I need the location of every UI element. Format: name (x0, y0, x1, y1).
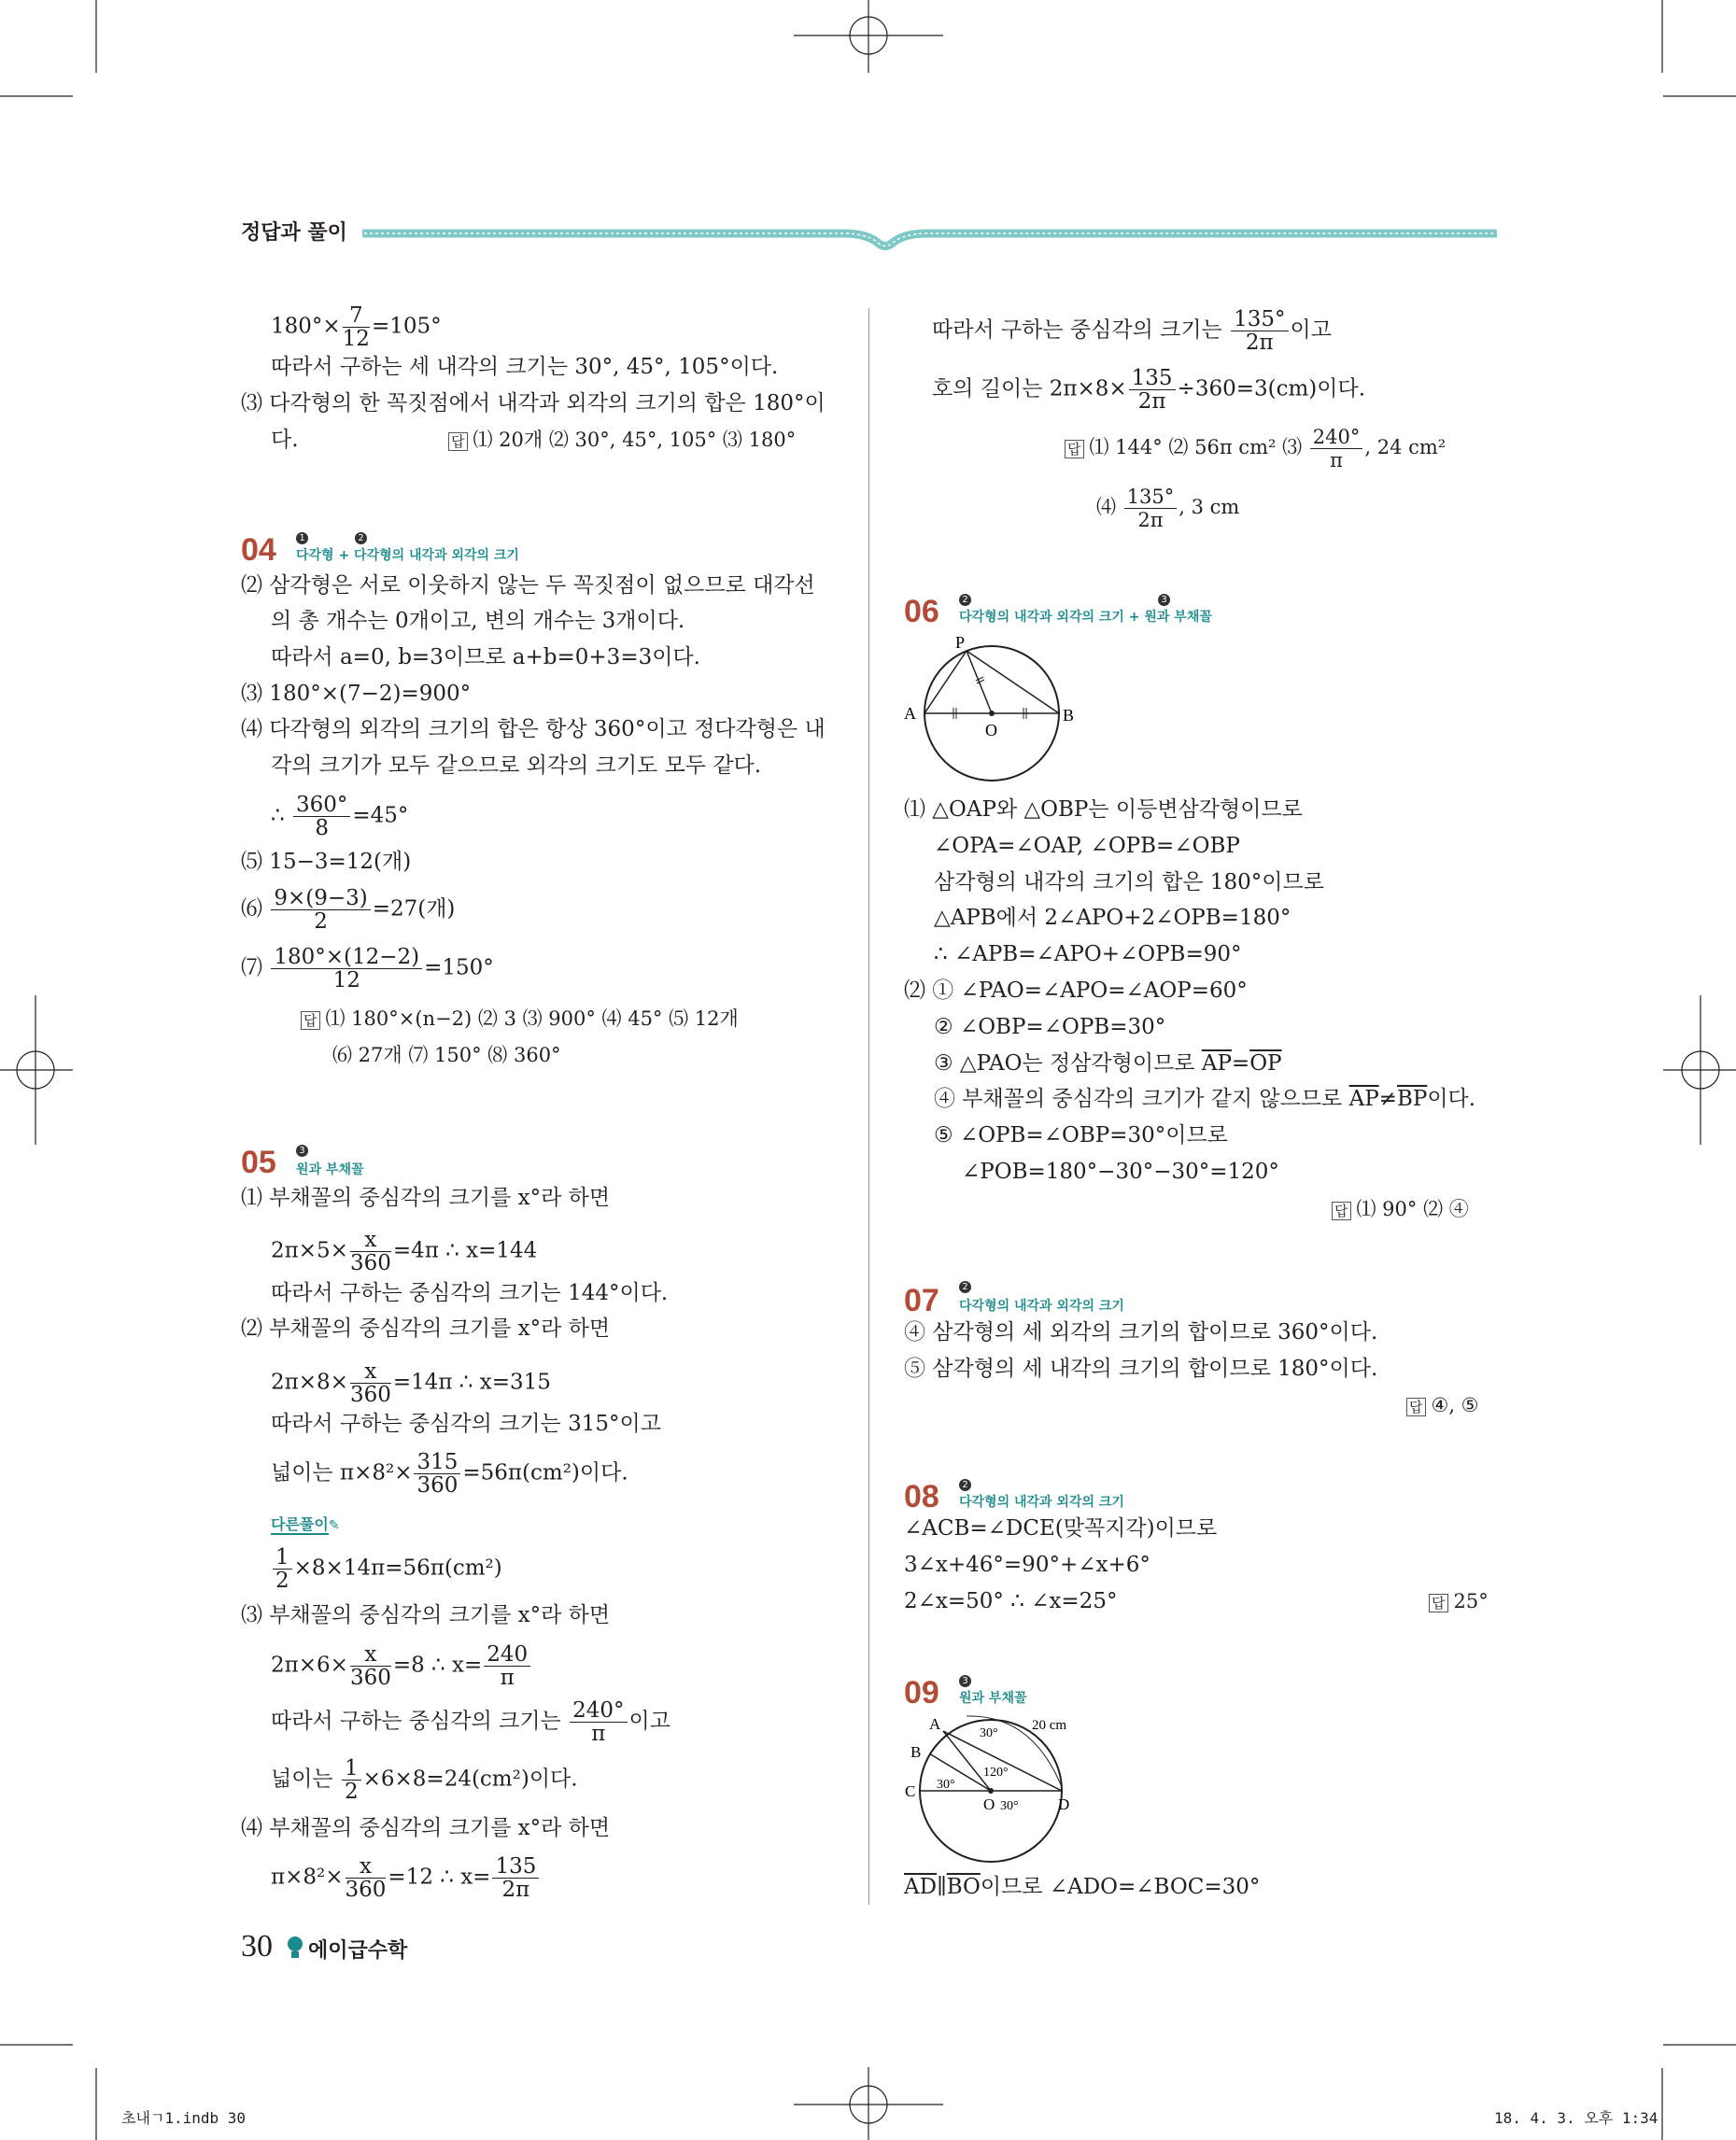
text-line: ⑤ ∠OPB=∠OBP=30°이므로 (934, 1123, 1228, 1147)
pencil-icon: ✎ (328, 1518, 340, 1533)
page-header-title: 정답과 풀이 (241, 221, 347, 245)
text-line: ⑸ 15−3=12(개) (241, 850, 412, 874)
text-line: 따라서 구하는 중심각의 크기는 315°이고 (271, 1412, 661, 1436)
question-number: 09 (904, 1675, 939, 1711)
text-line: ③ △PAO는 정삼각형이므로 $\overline{AP}=\overline{OP}$ (934, 1051, 1282, 1076)
formula-line: 호의 길이는 2π×8× $\frac{135}{2\pi}$ ÷360=3(cm)이다. (932, 366, 1366, 414)
label-b: B (910, 1743, 922, 1761)
question-number: 04 (241, 532, 276, 568)
formula-line: 2π×8× $\frac{x}{360}$ =14π ∴ x=315 (271, 1359, 551, 1407)
text-line: 따라서 구하는 중심각의 크기는 144°이다. (271, 1281, 669, 1305)
formula-line: ⑺ $\frac{180^\circ\times(12-2)}{12}$ =150° (241, 945, 494, 993)
text-line: $\overline{AD}\parallel\overline{BO}$이므로 ∠ADO=∠BOC=30° (904, 1875, 1261, 1899)
label-b: B (1063, 706, 1075, 725)
page-number: 30 (241, 1929, 273, 1964)
text-line: 따라서 구하는 세 내각의 크기는 30°, 45°, 105°이다. (271, 355, 779, 379)
text-line: ⑴ △OAP와 △OBP는 이등변삼각형이므로 (904, 797, 1303, 822)
text-line: 180°× $\frac{7}{12}$ =105° (271, 303, 442, 351)
topic-badges: 3 (296, 1141, 308, 1159)
question-topic: 다각형의 내각과 외각의 크기 (959, 1299, 1124, 1314)
label-o: O (983, 1795, 995, 1813)
text-line: ⑶ 다각형의 한 꼭짓점에서 내각과 외각의 크기의 합은 180°이 (241, 391, 826, 415)
text-line: ⑶ 180°×(7−2)=900° (241, 682, 472, 706)
formula-line: π×8²× $\frac{x}{360}$ =12 ∴ x= $\frac{135}{2\pi}$ (271, 1855, 541, 1901)
file-slug: 초내ㄱ1.indb 30 (121, 2109, 247, 2127)
text-line: ⑤ 삼각형의 세 내각의 크기의 합이므로 180°이다. (904, 1357, 1378, 1381)
brand-name: 에이급수학 (308, 1939, 408, 1963)
label-d: D (1058, 1795, 1070, 1813)
header-rule (362, 217, 1497, 254)
label-c: C (905, 1782, 916, 1800)
text-line: ∴ ∠APB=∠APO+∠OPB=90° (934, 942, 1242, 966)
answer-tag: 답 (1332, 1202, 1351, 1220)
label-a: A (904, 704, 916, 723)
text-line: △APB에서 2∠APO+2∠OPB=180° (934, 906, 1291, 930)
formula-line: 따라서 구하는 중심각의 크기는 $\frac{240^\circ}{\pi}$ 이고 (271, 1698, 670, 1746)
answer-tag: 답 (1065, 440, 1084, 458)
topic-badges: 2 3 (959, 590, 1170, 608)
answer-line: 답 ⑴ 180°×(n−2) ⑵ 3 ⑶ 900° ⑷ 45° ⑸ 12개 (301, 1005, 739, 1033)
text-line: 각의 크기가 모두 같으므로 외각의 크기도 모두 같다. (271, 753, 762, 778)
timestamp-slug: 18. 4. 3. 오후 1:34 (1494, 2109, 1658, 2127)
text-line: 다. (271, 428, 299, 452)
answer-tag: 답 (1406, 1398, 1426, 1416)
question-topic: 원과 부채꼴 (959, 1691, 1027, 1706)
answer-line: 답 ⑴ 20개 ⑵ 30°, 45°, 105° ⑶ 180° (448, 426, 796, 454)
circle-diagram-q06 (901, 627, 1088, 792)
alternate-solution-label: 다른풀이✎ (271, 1515, 340, 1533)
text-line: 3∠x+46°=90°+∠x+6° (904, 1553, 1150, 1577)
label-o: O (985, 721, 997, 739)
text-line: ⑷ 다각형의 외각의 크기의 합은 항상 360°이고 정다각형은 내 (241, 717, 826, 741)
answer-line: ⑷ $\frac{135^\circ}{2\pi}$ , 3 cm (1096, 486, 1240, 531)
formula-line: 넓이는 π×8²× $\frac{315}{360}$ =56π(cm²)이다. (271, 1450, 628, 1498)
angle-label: 30° (980, 1726, 998, 1740)
question-number: 06 (904, 594, 939, 629)
lightbulb-icon (286, 1935, 304, 1963)
formula-line: ⑹ $\frac{9\times(9-3)}{2}$ =27(개) (241, 886, 456, 934)
text-line: 삼각형의 내각의 크기의 합은 180°이므로 (934, 870, 1324, 894)
text-line: ⑵ ① ∠PAO=∠APO=∠AOP=60° (904, 978, 1248, 1003)
answer-line: 답 ⑴ 144° ⑵ 56π cm² ⑶ $\frac{240^\circ}{\pi}$ , 24 cm² (1065, 426, 1446, 472)
topic-badges: 1 2 (296, 528, 367, 546)
topic-badges: 2 (959, 1475, 971, 1493)
circle-diagram-q09 (901, 1709, 1088, 1873)
answer-tag: 답 (448, 432, 468, 451)
topic-badges: 2 (959, 1277, 971, 1295)
label-a: A (929, 1715, 941, 1733)
angle-label: 120° (983, 1766, 1009, 1780)
text-line: ④ 부채꼴의 중심각의 크기가 같지 않으므로 $\overline{AP}\ne\overline{BP}$이다. (934, 1087, 1476, 1111)
formula-line: 2π×5× $\frac{x}{360}$ =4π ∴ x=144 (271, 1228, 538, 1275)
answer-line: 답 ⑴ 90° ⑵ ④ (1332, 1195, 1469, 1223)
length-label: 20 cm (1032, 1718, 1067, 1733)
answer-line: 답 25° (1429, 1587, 1489, 1615)
question-number: 07 (904, 1283, 939, 1318)
topic-badges: 3 (959, 1671, 971, 1689)
text-line: 의 총 개수는 0개이고, 변의 개수는 3개이다. (271, 609, 685, 633)
formula-line: 따라서 구하는 중심각의 크기는 $\frac{135^\circ}{2\pi}$ 이고 (932, 307, 1332, 355)
question-number: 05 (241, 1145, 276, 1180)
text-line: 따라서 a=0, b=3이므로 a+b=0+3=3이다. (271, 645, 700, 669)
answer-tag: 답 (1429, 1594, 1448, 1612)
text-line: ⑴ 부채꼴의 중심각의 크기를 x°라 하면 (241, 1186, 611, 1210)
formula-line: 넓이는 $\frac{1}{2}$ ×6×8=24(cm²)이다. (271, 1756, 578, 1804)
answer-line: 답 ④, ⑤ (1406, 1391, 1479, 1419)
question-topic: 다각형의 내각과 외각의 크기 + 원과 부채꼴 (959, 610, 1212, 625)
formula-line: $\frac{1}{2}$ ×8×14π=56π(cm²) (271, 1546, 502, 1592)
text-line: ∠ACB=∠DCE(맞꼭지각)이므로 (904, 1516, 1218, 1541)
column-divider (868, 308, 869, 1905)
text-line: ④ 삼각형의 세 외각의 크기의 합이므로 360°이다. (904, 1320, 1378, 1345)
label-p: P (955, 633, 966, 652)
text-line: ⑷ 부채꼴의 중심각의 크기를 x°라 하면 (241, 1816, 611, 1840)
formula-line: 2π×6× $\frac{x}{360}$ =8 ∴ x= $\frac{240}{\pi}$ (271, 1643, 532, 1689)
text-line: ∠POB=180°−30°−30°=120° (962, 1160, 1279, 1184)
angle-label: 30° (937, 1778, 955, 1792)
text-line: ⑵ 삼각형은 서로 이웃하지 않는 두 꼭짓점이 없으므로 대각선 (241, 573, 815, 598)
text-line: 2∠x=50° ∴ ∠x=25° (904, 1589, 1118, 1613)
text-line: ⑵ 부채꼴의 중심각의 크기를 x°라 하면 (241, 1316, 611, 1341)
text-line: ⑶ 부채꼴의 중심각의 크기를 x°라 하면 (241, 1603, 611, 1627)
question-topic: 원과 부채꼴 (296, 1162, 364, 1177)
question-number: 08 (904, 1479, 939, 1514)
question-topic: 다각형 + 다각형의 내각과 외각의 크기 (296, 548, 519, 563)
text-line: ② ∠OBP=∠OPB=30° (934, 1015, 1166, 1039)
answer-line: ⑹ 27개 ⑺ 150° ⑻ 360° (332, 1044, 561, 1066)
question-topic: 다각형의 내각과 외각의 크기 (959, 1495, 1124, 1510)
angle-label: 30° (1000, 1799, 1019, 1813)
answer-tag: 답 (301, 1011, 320, 1030)
text-line: ∠OPA=∠OAP, ∠OPB=∠OBP (934, 834, 1240, 858)
formula-line: ∴ $\frac{360^\circ}{8}$ =45° (271, 793, 409, 840)
